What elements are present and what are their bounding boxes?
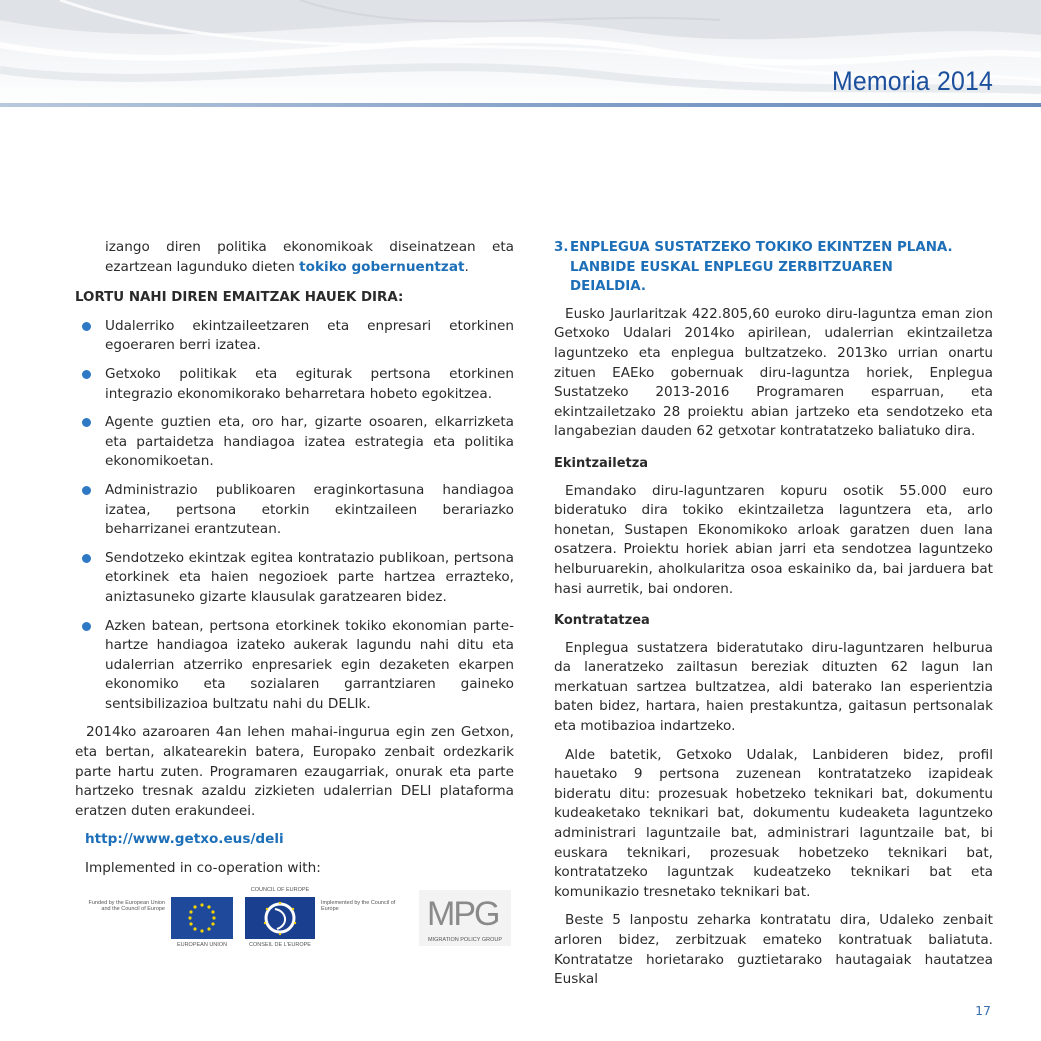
intro-paragraph	[75, 238, 514, 277]
list-item	[75, 413, 514, 472]
list-item-text: Administrazio publikoaren eraginkortasuna handiagoa izatea, pertsona etorkin ekintzaileen berariazko beharrizanei erantzutean.	[105, 481, 514, 538]
bullet-icon	[82, 370, 91, 379]
partner-logos	[85, 887, 515, 950]
intro-link: tokiko gobernuentzat	[299, 258, 465, 275]
bullet-icon	[82, 622, 91, 631]
section-number: 3.	[554, 240, 569, 255]
implemented-by-text: Implemented by the Council of Europe	[321, 900, 396, 912]
section-title-line: ENPLEGUA SUSTATZEKO TOKIKO EKINTZEN PLANA.	[570, 240, 953, 255]
paragraph: Enplegua sustatzera bideratutako diru-laguntzaren helburua da laneratzeko zailtasun bereziak dituzten 62 lagun lan merkatuan sartzea bultzatzea, aldi baterako lan esperientzia baten bidez, hartara, haien prestakuntza, gaitasun pertsonalak eta motibazioa indartzeko.	[554, 639, 993, 735]
bullet-icon	[82, 418, 91, 427]
eu-label: EUROPEAN UNION	[176, 942, 228, 948]
intro-end: .	[464, 258, 469, 275]
list-item-text: Getxoko politikak eta egiturak pertsona etorkinen integrazio ekonomikorako beharretara hobeto egokitzea.	[105, 365, 514, 402]
right-column	[554, 238, 993, 999]
bullet-icon	[82, 322, 91, 331]
list-item-text: Agente guztien eta, oro har, gizarte osoaren, elkarrizketa eta partaidetza handiagoa izatea estrategia eta politika ekonomikoetan.	[105, 414, 514, 470]
subheading-kontratatzea: Kontratatzea	[554, 613, 650, 629]
subheading-ekintzailetza: Ekintzailetza	[554, 455, 649, 471]
paragraph: Beste 5 lanpostu zeharka kontratatu dira, Udaleko zenbait arloren bidez, zerbitzuak emateko kontratuak baliatuta. Kontratatze horietarako guztietarako hautagaiak hautatzea Euskal	[554, 912, 993, 988]
mpg-letters: MPG	[427, 895, 499, 933]
list-item	[75, 317, 514, 356]
results-heading: LORTU NAHI DIREN EMAITZAK HAUEK DIRA:	[75, 290, 404, 306]
implemented-label: Implemented in co-operation with:	[85, 860, 321, 877]
list-item-text: Udalerriko ekintzaileetzaren eta enpresari etorkinen egoeraren berri izatea.	[105, 317, 514, 354]
list-item	[75, 617, 514, 715]
intro-text: izango diren politika ekonomikoak diseinatzean eta ezartzean lagunduko dieten	[105, 239, 514, 275]
document-title: Memoria 2014	[832, 66, 993, 96]
paragraph: Alde batetik, Getxoko Udalak, Lanbideren bidez, profil hauetako 9 pertsona zuzenean kontratatzeko izapideak bideratu ditu: prozesuak hobetzeko teknikari bat, dokumentu kudeaketako teknikari bat, dokumentu kudeaketa laguntzeko administrari laguntzaile bat, administrari laguntzaile bat, bi euskara teknikari, prozesuak hobetzeko teknikari bat, kontratatzeko laguntzak kudeatzeko teknikari bat eta komunikazio tresnetako teknikari bat.	[554, 746, 993, 900]
section-title-line: DEIALDIA.	[570, 279, 646, 295]
deli-url-link[interactable]: http://www.getxo.eus/deli	[85, 831, 284, 848]
paragraph: Emandako diru-laguntzaren kopuru osotik 55.000 euro bideratuko dira tokiko ekintzailetza laguntzera eta, arlo honetan, Sustapen Ekonomikoko arloak garatzen duen lana osatzera. Proiektu horiek abian jarri eta sendotzea laguntzeko helburuarekin, aholkularitza osoa eskainiko da, bai jarduera bat hasi aurretik, bai ondoren.	[554, 482, 993, 597]
section-title	[554, 238, 993, 297]
coe-top-label: COUNCIL OF EUROPE	[250, 887, 310, 893]
left-column	[75, 238, 514, 888]
results-list	[75, 317, 514, 715]
migration-policy-group-logo	[419, 890, 511, 946]
list-item-text: Sendotzeko ekintzak egitea kontratazio publikoan, pertsona etorkinek eta haien negozioek parte hartzea errazteko, aniztasuneko gizarte klausulak garatzearen bidez.	[105, 549, 514, 605]
coe-emblem-icon	[245, 897, 315, 939]
list-item	[75, 549, 514, 608]
section-title-line: LANBIDE EUSKAL ENPLEGU ZERBITZUAREN	[570, 259, 893, 275]
list-item	[75, 481, 514, 540]
bullet-icon	[82, 486, 91, 495]
eu-stars-icon	[171, 897, 233, 939]
funded-by-text: Funded by the European Union and the Council of Europe	[88, 900, 165, 912]
list-item-text: Azken batean, pertsona etorkinek tokiko ekonomian parte-hartze handiagoa izateko aukerak lagundu nahi ditu eta udalerrian atzerriko enpresariek egin dezaketen ekarpen ekonomiko eta sozialaren garrantziaren gaineko sentsibilizazioa bultzatu nahi du DELIk.	[105, 617, 514, 712]
mpg-label: MIGRATION POLICY GROUP	[427, 937, 503, 943]
page-number: 17	[975, 1003, 991, 1018]
page-header	[0, 0, 1041, 110]
council-of-europe-logo-icon	[245, 897, 315, 939]
paragraph: Eusko Jaurlaritzak 422.805,60 euroko diru-laguntza eman zion Getxoko Udalari 2014ko apirilean, udalerrian ekintzailetza laguntzeko eta enplegua bultzatzeko. 2013ko urrian onartu zituen EAEko gobernuak diru-laguntza horiek, Enplegua Sustatzeko 2013-2016 Programaren esparruan, eta ekintzailetzako 28 proiektu abian jartzeko eta sendotzeko eta langabezian dauden 62 getxotar kontratatzeko baliatuko dira.	[554, 305, 993, 440]
eu-flag-icon	[171, 897, 233, 939]
bullet-icon	[82, 554, 91, 563]
meeting-paragraph: 2014ko azaroaren 4an lehen mahai-ingurua egin zen Getxon, eta bertan, alkatearekin batera, Europako zenbait ordezkarik parte hartu zuten. Programaren ezaugarriak, onurak eta parte hartzeko tresnak azaldu zizkieten udalerrian DELI plataforma eratzen duten erakundeei.	[75, 724, 514, 819]
coe-bottom-label: CONSEIL DE L'EUROPE	[249, 942, 311, 948]
header-rule	[0, 103, 1041, 107]
list-item	[75, 365, 514, 404]
